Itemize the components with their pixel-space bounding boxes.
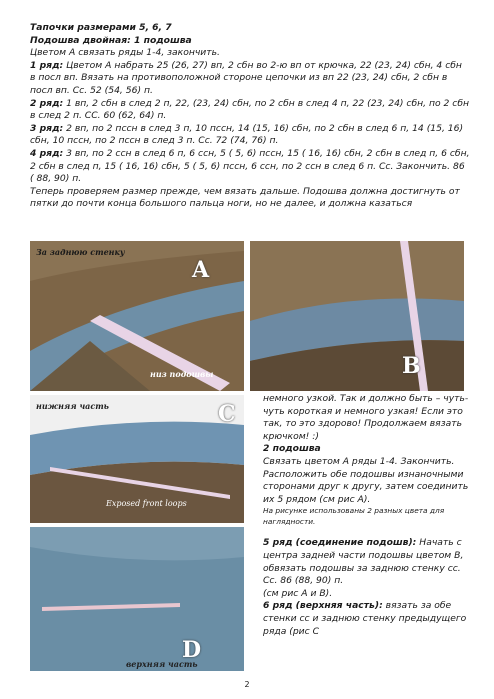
- row-1: [30, 60, 470, 98]
- top-text-block: [30, 22, 470, 211]
- photo-c: [30, 395, 244, 523]
- row-text: 2 вп, по 2 пссн в след 3 п, 10 пссн, 14 (15, 16) сбн, по 2 сбн в след 6 п, 14 (15, 16) сбн, 10 пссн, по 2 пссн в след 3 п. Сс. 72 (74, 76) п.: [30, 122, 464, 147]
- note-text: На рисунке использованы 2 разных цвета для наглядности.: [263, 506, 445, 526]
- row-label: 1 ряд:: [30, 59, 64, 71]
- sole2-text: Связать цветом А ряды 1-4. Закончить. Расположить обе подошвы изнаночными сторонами друг к другу, затем соединить их 5 рядом (см рис А).: [263, 455, 469, 505]
- row-5: [263, 537, 478, 587]
- row-4: [30, 148, 470, 186]
- photo-c-label-bottom: Exposed front loops: [106, 499, 187, 508]
- row6-label: 6 ряд (верхняя часть):: [263, 600, 383, 612]
- photo-d: [30, 527, 244, 671]
- row-label: 4 ряд:: [30, 147, 64, 159]
- photo-d-letter: D: [182, 637, 202, 663]
- row-6: [263, 600, 478, 638]
- photo-d-image: [30, 527, 244, 671]
- row-2: [30, 98, 470, 123]
- right-column: [263, 393, 478, 638]
- photo-a-letter: A: [192, 257, 210, 283]
- check-size-text: Теперь проверяем размер прежде, чем вязать дальше. Подошва должна достигнуть от пятки до почти конца большого пальца ноги, но не далее, и должна казаться: [30, 185, 460, 210]
- spacer: [263, 527, 478, 537]
- row-label: 3 ряд:: [30, 122, 64, 134]
- row-text: 3 вп, по 2 ссн в след 6 п, 6 ссн, 5 ( 5, 6) пссн, 15 ( 16, 16) сбн, 2 сбн в след п, 6 сбн, 2 сбн в след п, 15 ( 16, 16) сбн, 5 ( 5, 6) пссн, 6 ссн, по 2 ссн в след 6 п. Сс. Закончить. 86 ( 88, 90) п.: [30, 147, 470, 185]
- photo-c-letter: C: [218, 401, 236, 427]
- continue-text: немного узкой. Так и должно быть – чуть-чуть короткая и немного узкая! Если это так, то это здорово! Продолжаем вязать крючком! :): [263, 393, 469, 442]
- row-3: [30, 123, 470, 148]
- photo-b: [250, 241, 464, 391]
- row5-ref: (см рис А и В).: [263, 587, 333, 599]
- sole2-heading: 2 подошва: [263, 443, 321, 455]
- photo-c-label-top: нижняя часть: [36, 401, 109, 411]
- intro-text: Цветом А связать ряды 1-4, закончить.: [30, 47, 220, 59]
- photo-a-label-bottom: низ подошвы: [150, 369, 214, 379]
- page-title: Тапочки размерами 5, 6, 7: [30, 22, 172, 33]
- photo-b-image: [250, 241, 464, 391]
- row-text: Цветом А набрать 25 (26, 27) вп, 2 сбн во 2-ю вп от крючка, 22 (23, 24) сбн, 4 сбн в посл вп. Вязать на противоположной стороне цепочки из вп 22 (23, 24) сбн, 2 сбн в посл вп. Сс. 52 (54, 56) п.: [30, 59, 462, 96]
- page-number: 2: [244, 680, 250, 689]
- photo-d-label-bottom: верхняя часть: [126, 659, 198, 669]
- row-text: 1 вп, 2 сбн в след 2 п, 22, (23, 24) сбн, по 2 сбн в след 4 п, 22 (23, 24) сбн, по 2 сбн в след 2 п. СС. 60 (62, 64) п.: [30, 97, 470, 122]
- sole-heading: Подошва двойная: 1 подошва: [30, 34, 192, 46]
- photo-a: [30, 241, 244, 391]
- photo-a-label-top: За заднюю стенку: [36, 247, 125, 257]
- row5-label: 5 ряд (соединение подошв):: [263, 537, 417, 549]
- row-label: 2 ряд:: [30, 97, 64, 109]
- photo-b-letter: B: [402, 353, 421, 379]
- row6-text: вязать за обе стенки сс и заднюю стенку предыдущего ряда (рис С: [263, 600, 467, 637]
- row5-text: Начать с центра задней части подошвы цветом В, обвязать подошвы за заднюю стенку сс. Сс. 86 (88, 90) п.: [263, 537, 464, 587]
